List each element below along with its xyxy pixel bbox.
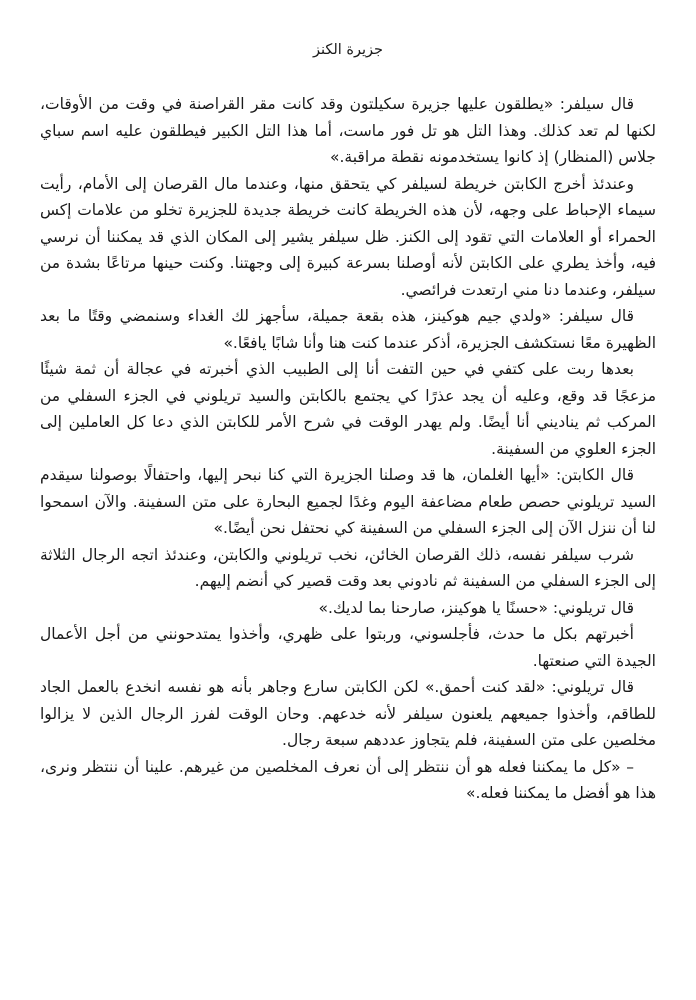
chapter-body [40,91,656,807]
paragraph: قال تريلوني: «حسنًا يا هوكينز، صارحنا بما لديك.» [318,598,634,617]
running-header: جزيرة الكنز [312,42,384,58]
paragraph: أخبرتهم بكل ما حدث، فأجلسوني، وربتوا على ظهري، وأخذوا يمتدحونني من أجل الأعمال الجيدة التي صنعتها. [40,625,656,670]
paragraph: قال تريلوني: «لقد كنت أحمق.» لكن الكابتن سارع وجاهر بأنه هو نفسه انخدع بالعمل الجاد للطاقم، وأخذوا جميعهم يلعنون سيلفر لأنه خدعهم. وحان الوقت لفرز الرجال الذين لا يزالوا مخلصين على متن السفينة، فلم يتجاوز عددهم سبعة رجال. [40,678,656,749]
paragraph: قال سيلفر: «يطلقون عليها جزيرة سكيلتون وقد كانت مقر القراصنة في وقت من الأوقات، لكنها لم تعد كذلك. وهذا التل هو تل فور ماست، أما هذا التل الكبير فيطلقون عليه اسم سباي جلاس (المنظار) إذ كانوا يستخدمونه نقطة مراقبة.» [40,95,656,166]
paragraph: قال الكابتن: «أيها الغلمان، ها قد وصلنا الجزيرة التي كنا نبحر إليها، واحتفالًا بوصولنا سيقدم السيد تريلوني حصص طعام مضاعفة اليوم وغدًا لجميع البحارة على متن السفينة. والآن اسمحوا لنا أن ننزل الآن إلى الجزء السفلي من السفينة كي نحتفل نحن أيضًا.» [40,466,656,537]
paragraph: بعدها ربت على كتفي في حين التفت أنا إلى الطبيب الذي أخبرته في عجالة أن ثمة شيئًا مزعجًا قد وقع، وعليه أن يجد عذرًا كي يجتمع بالكابتن والسيد تريلوني في الجزء السفلي من المركب ثم يناديني أنا أيضًا. ولم يهدر الوقت في شرح الأمر للكابتن الذي دعا كل العاملين إلى الجزء العلوي من السفينة. [40,360,656,458]
paragraph: قال سيلفر: «ولدي جيم هوكينز، هذه بقعة جميلة، سأجهز لك الغداء وسنمضي وقتًا ما بعد الظهيرة معًا نستكشف الجزيرة، أذكر عندما كنت هنا وأنا شابًا يافعًا.» [40,307,656,352]
paragraph: وعندئذ أخرج الكابتن خريطة لسيلفر كي يتحقق منها، وعندما مال القرصان إلى الأمام، رأيت سيماء الإحباط على وجهه، لأن هذه الخريطة كانت خريطة جديدة للجزيرة تخلو من علامات إكس الحمراء أو العلامات التي تقود إلى الكنز. ظل سيلفر يشير إلى المكان الذي قد يمكننا أن نرسي فيه، وأخذ يطري على الكابتن لأنه أوصلنا بسرعة كبيرة إلى وجهتنا. وكنت حينها مرتاعًا بشدة من سيلفر، وعندما دنا مني ارتعدت فرائصي. [40,174,656,299]
paragraph: – «كل ما يمكننا فعله هو أن ننتظر إلى أن نعرف المخلصين من غيرهم. علينا أن ننتظر ونرى، هذا هو أفضل ما يمكننا فعله.» [40,757,656,802]
paragraph: شرب سيلفر نفسه، ذلك القرصان الخائن، نخب تريلوني والكابتن، وعندئذ اتجه الرجال الثلاثة إلى الجزء السفلي من السفينة ثم نادوني بعد وقت قصير كي أنضم إليهم. [40,545,656,590]
